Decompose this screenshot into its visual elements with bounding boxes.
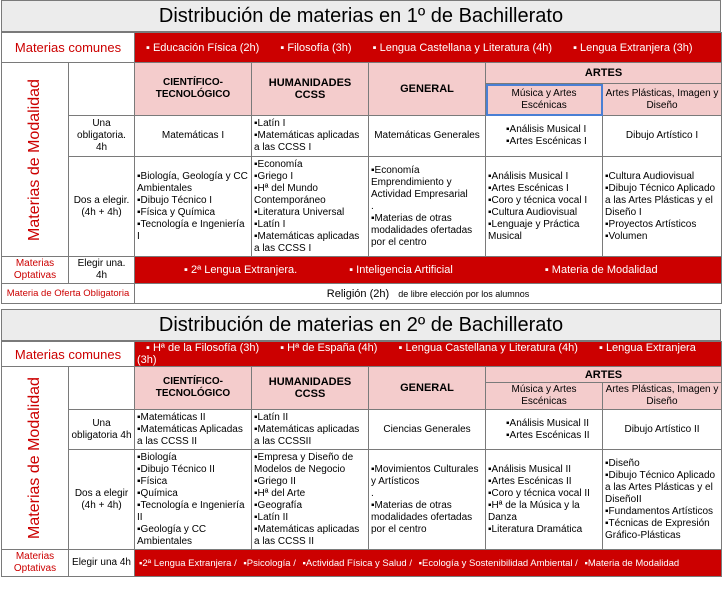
una-humanidades: ▪Latín II ▪Matemáticas aplicadas a las CCSSII [252, 410, 369, 450]
optativa-item: ▪ 2ª Lengua Extranjera. [184, 264, 298, 276]
optativa-item: ▪Actividad Física y Salud / [302, 557, 412, 569]
una-cientifico: Matemáticas I [135, 116, 252, 157]
modalidad-label: Materias de Modalidad [2, 63, 69, 257]
optativas-bar [135, 550, 722, 577]
col-artes: ARTES [486, 367, 722, 383]
dos-musica: ▪Análisis Musical I ▪Artes Escénicas I ▪Coro y técnica vocal I ▪Cultura Audiovisual ▪Lenguaje y Práctica Musical [486, 157, 603, 257]
una-humanidades: ▪Latín I ▪Matemáticas aplicadas a las CCSS I [252, 116, 369, 157]
col-general: GENERAL [369, 367, 486, 410]
comun-item: ▪ Lengua Extranjera (3h) [137, 342, 696, 366]
table1-grid [1, 32, 722, 304]
una-plasticas: Dibujo Artístico I [603, 116, 722, 157]
col-humanidades: HUMANIDADES CCSS [252, 63, 369, 116]
optativa-item: ▪2ª Lengua Extranjera / [139, 557, 237, 569]
comun-item: ▪ Lengua Extranjera (3h) [573, 41, 693, 54]
optativa-item: ▪ Inteligencia Artificial [349, 264, 453, 276]
artes-plasticas: Artes Plásticas, Imagen y Diseño [603, 84, 722, 116]
comunes-bar [135, 33, 722, 63]
optativas-label: Materias Optativas [2, 550, 69, 577]
col-humanidades: HUMANIDADES CCSS [252, 367, 369, 410]
col-artes: ARTES [486, 63, 722, 84]
dos-humanidades: ▪Economía ▪Griego I ▪Hª del Mundo Contemporáneo ▪Literatura Universal ▪Latín I ▪Matemáticas aplicadas a las CCSS I [252, 157, 369, 257]
table2-grid [1, 341, 722, 577]
dos-elegir-label: Dos a elegir. (4h + 4h) [69, 157, 135, 257]
comun-item: ▪ Educación Física (2h) [146, 41, 260, 54]
dos-plasticas: ▪Diseño ▪Dibujo Técnico Aplicado a las Artes Plásticas y el DiseñoII ▪Fundamentos Artísticos ▪Técnicas de Expresión Gráfico-Plásticas [603, 450, 722, 550]
dos-cientifico: ▪Biología, Geología y CC Ambientales ▪Dibujo Técnico I ▪Física y Química ▪Tecnología e Ingeniería I [135, 157, 252, 257]
dos-general: ▪Economía Emprendimiento y Actividad Empresarial . ▪Materias de otras modalidades ofertadas por el centro [369, 157, 486, 257]
una-general: Ciencias Generales [369, 410, 486, 450]
elegir-una-label: Elegir una. 4h [69, 257, 135, 284]
dos-cientifico: ▪Biología ▪Dibujo Técnico II ▪Física ▪Química ▪Tecnología e Ingeniería II ▪Geología y CC Ambientales [135, 450, 252, 550]
comunes-bar [135, 342, 722, 367]
religion-note: de libre elección por los alumnos [398, 288, 530, 299]
dos-musica: ▪Análisis Musical II ▪Artes Escénicas II ▪Coro y técnica vocal II ▪Hª de la Música y la Danza ▪Literatura Dramática [486, 450, 603, 550]
col-cientifico: CIENTÍFICO-TECNOLÓGICO [135, 63, 252, 116]
dos-general: ▪Movimientos Culturales y Artísticos . ▪Materias de otras modalidades ofertadas por el centro [369, 450, 486, 550]
dos-plasticas: ▪Cultura Audiovisual ▪Dibujo Técnico Aplicado a las Artes Plásticas y el Diseño I ▪Proyectos Artísticos ▪Volumen [603, 157, 722, 257]
blank-cell [69, 367, 135, 410]
table1-title: Distribución de materias en 1º de Bachillerato [1, 0, 721, 32]
una-musica: ▪Análisis Musical II ▪Artes Escénicas II [486, 410, 603, 450]
comun-item: ▪ Lengua Castellana y Literatura (4h) [398, 342, 578, 354]
comunes-label: Materias comunes [2, 33, 135, 63]
comun-item: ▪ Hª de España (4h) [280, 342, 378, 354]
optativas-label: Materias Optativas [2, 257, 69, 284]
una-obligatoria-label: Una obligatoria 4h [69, 410, 135, 450]
optativa-item: ▪Psicología / [243, 557, 296, 569]
una-general: Matemáticas Generales [369, 116, 486, 157]
una-obligatoria-label: Una obligatoria. 4h [69, 116, 135, 157]
blank-cell [69, 63, 135, 116]
col-general: GENERAL [369, 63, 486, 116]
artes-plasticas: Artes Plásticas, Imagen y Diseño [603, 383, 722, 410]
una-cientifico: ▪Matemáticas II ▪Matemáticas Aplicadas a las CCSS II [135, 410, 252, 450]
religion-cell [135, 284, 722, 304]
dos-humanidades: ▪Empresa y Diseño de Modelos de Negocio ▪Griego II ▪Hª del Arte ▪Geografía ▪Latín II ▪Matemáticas aplicadas a las CCSS II [252, 450, 369, 550]
una-plasticas: Dibujo Artístico II [603, 410, 722, 450]
col-cientifico: CIENTÍFICO-TECNOLÓGICO [135, 367, 252, 410]
artes-musica[interactable]: Música y Artes Escénicas [486, 84, 603, 116]
modalidad-label: Materias de Modalidad [2, 367, 69, 550]
optativa-item: ▪Materia de Modalidad [584, 557, 680, 569]
una-musica: ▪Análisis Musical I ▪Artes Escénicas I [486, 116, 603, 157]
optativa-item: ▪Ecología y Sostenibilidad Ambiental / [418, 557, 578, 569]
comun-item: ▪ Hª de la Filosofía (3h) [146, 342, 260, 354]
artes-musica: Música y Artes Escénicas [486, 383, 603, 410]
religion-text: Religión (2h) [326, 287, 390, 300]
elegir-una-label: Elegir una 4h [69, 550, 135, 577]
table-bachillerato-2 [0, 309, 722, 577]
comunes-label: Materias comunes [2, 342, 135, 367]
optativas-bar [135, 257, 722, 284]
comun-item: ▪ Lengua Castellana y Literatura (4h) [372, 41, 553, 54]
optativa-item: ▪ Materia de Modalidad [544, 264, 658, 276]
table2-title: Distribución de materias en 2º de Bachillerato [1, 309, 721, 341]
oferta-label: Materia de Oferta Obligatoria [2, 284, 135, 304]
dos-elegir-label: Dos a elegir (4h + 4h) [69, 450, 135, 550]
comun-item: ▪ Filosofía (3h) [280, 41, 352, 54]
